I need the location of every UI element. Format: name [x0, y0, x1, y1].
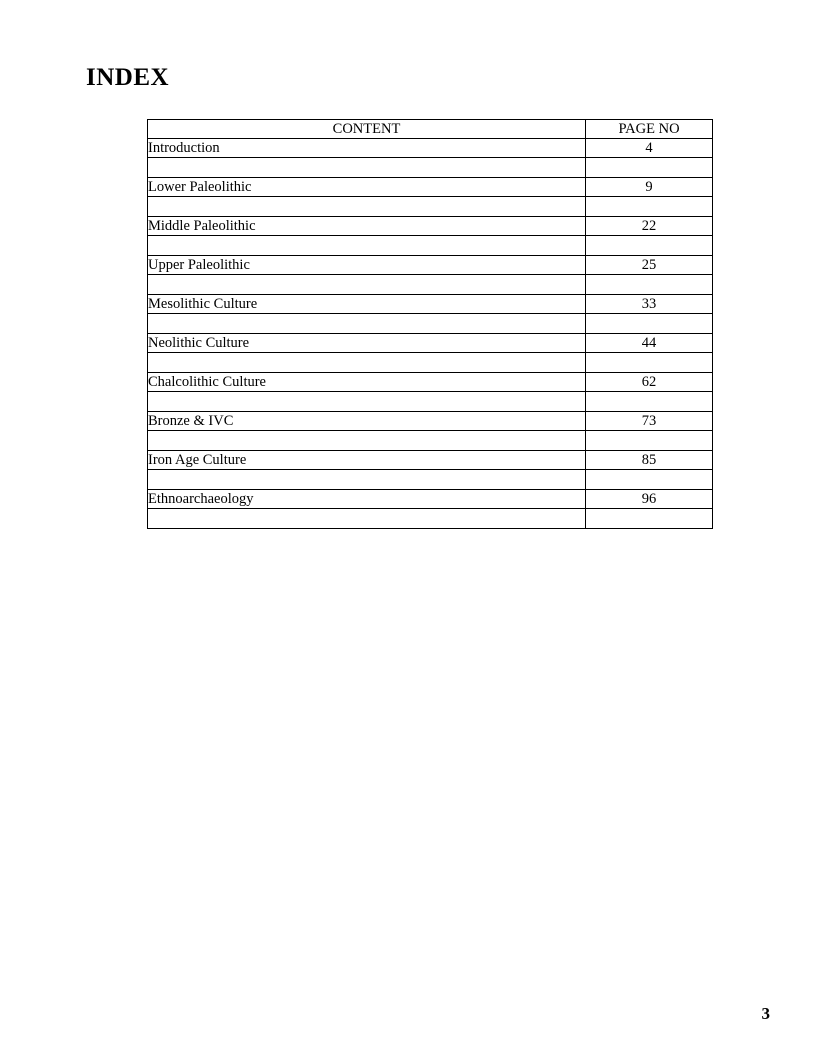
spacer-cell-content: [148, 275, 586, 295]
table-spacer-row: [148, 314, 713, 334]
spacer-cell-page: [586, 314, 713, 334]
spacer-cell-page: [586, 158, 713, 178]
entry-page: 62: [586, 373, 713, 392]
table-spacer-row: [148, 392, 713, 412]
spacer-cell-content: [148, 470, 586, 490]
entry-page: 9: [586, 178, 713, 197]
entry-title: Middle Paleolithic: [148, 217, 586, 236]
spacer-cell-page: [586, 236, 713, 256]
spacer-cell-page: [586, 353, 713, 373]
entry-title: Bronze & IVC: [148, 412, 586, 431]
entry-title: Neolithic Culture: [148, 334, 586, 353]
table-row: [148, 490, 713, 509]
page-title: INDEX: [86, 64, 170, 91]
table-row: [148, 256, 713, 275]
table-row: [148, 217, 713, 236]
table-spacer-row: [148, 470, 713, 490]
spacer-cell-content: [148, 353, 586, 373]
table-header-row: [148, 120, 713, 139]
table-spacer-row: [148, 275, 713, 295]
entry-title: Ethnoarchaeology: [148, 490, 586, 509]
spacer-cell-content: [148, 392, 586, 412]
table-spacer-row: [148, 509, 713, 529]
table-row: [148, 295, 713, 314]
entry-title: Upper Paleolithic: [148, 256, 586, 275]
table-row: [148, 412, 713, 431]
entry-page: 73: [586, 412, 713, 431]
entry-page: 96: [586, 490, 713, 509]
spacer-cell-content: [148, 509, 586, 529]
table-row: [148, 373, 713, 392]
entry-title: Chalcolithic Culture: [148, 373, 586, 392]
table-row: [148, 334, 713, 353]
spacer-cell-content: [148, 197, 586, 217]
spacer-cell-content: [148, 236, 586, 256]
table-spacer-row: [148, 197, 713, 217]
table-spacer-row: [148, 236, 713, 256]
column-header-content: CONTENT: [148, 120, 586, 139]
spacer-cell-page: [586, 431, 713, 451]
entry-page: 25: [586, 256, 713, 275]
table-row: [148, 178, 713, 197]
index-table: [147, 119, 713, 529]
spacer-cell-page: [586, 470, 713, 490]
spacer-cell-page: [586, 392, 713, 412]
table-spacer-row: [148, 353, 713, 373]
spacer-cell-page: [586, 275, 713, 295]
spacer-cell-content: [148, 314, 586, 334]
spacer-cell-content: [148, 158, 586, 178]
spacer-cell-page: [586, 509, 713, 529]
entry-page: 44: [586, 334, 713, 353]
table-spacer-row: [148, 431, 713, 451]
table-body: [148, 139, 713, 529]
table-row: [148, 451, 713, 470]
table-row: [148, 139, 713, 158]
page-number: 3: [761, 1004, 770, 1023]
spacer-cell-content: [148, 431, 586, 451]
entry-page: 22: [586, 217, 713, 236]
entry-page: 85: [586, 451, 713, 470]
entry-title: Iron Age Culture: [148, 451, 586, 470]
spacer-cell-page: [586, 197, 713, 217]
entry-title: Mesolithic Culture: [148, 295, 586, 314]
entry-title: Introduction: [148, 139, 586, 158]
table-spacer-row: [148, 158, 713, 178]
entry-title: Lower Paleolithic: [148, 178, 586, 197]
entry-page: 33: [586, 295, 713, 314]
column-header-page-no: PAGE NO: [586, 120, 713, 139]
entry-page: 4: [586, 139, 713, 158]
